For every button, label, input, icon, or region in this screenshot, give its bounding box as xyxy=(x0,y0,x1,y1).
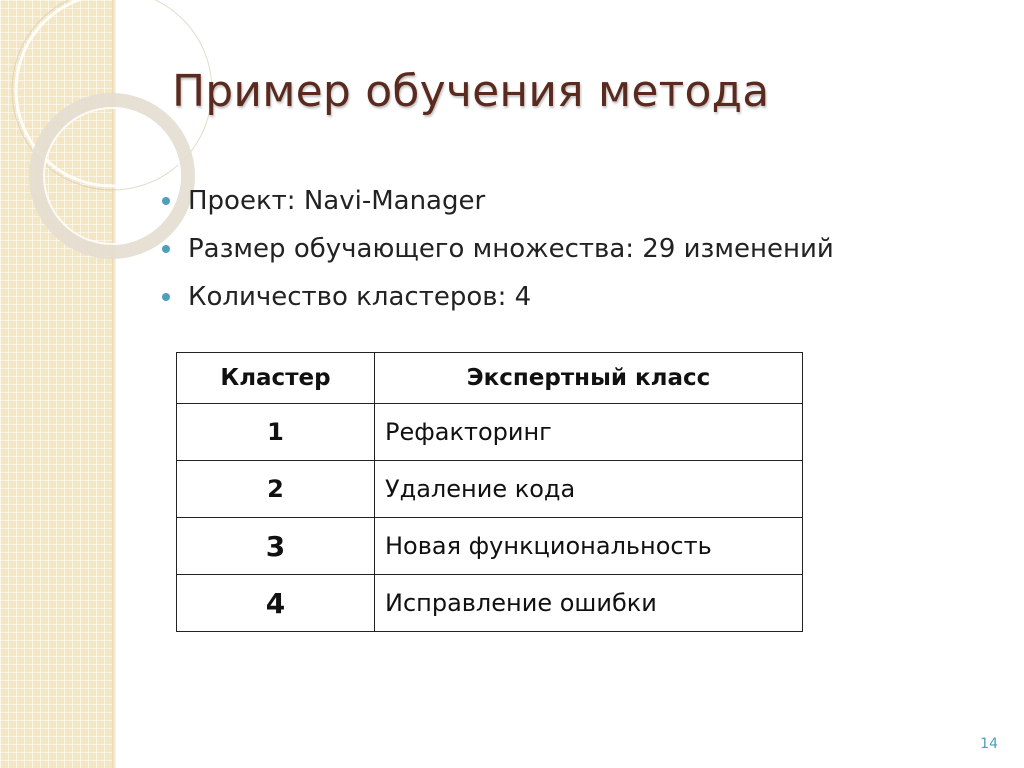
header-expert-class: Экспертный класс xyxy=(375,353,803,404)
bullet-dot-icon xyxy=(162,197,170,205)
table-row xyxy=(177,575,803,632)
expert-class: Удаление кода xyxy=(375,461,803,518)
bullet-item-training-size xyxy=(160,226,834,274)
cluster-number: 1 xyxy=(177,404,375,461)
cluster-table xyxy=(176,352,803,632)
slide-title: Пример обучения метода xyxy=(172,66,770,117)
bullet-text: Размер обучающего множества: 29 изменений xyxy=(188,234,834,264)
table-header-row xyxy=(177,353,803,404)
bullet-dot-icon xyxy=(162,293,170,301)
header-cluster: Кластер xyxy=(177,353,375,404)
bullet-text: Количество кластеров: 4 xyxy=(188,282,532,312)
bullet-dot-icon xyxy=(162,245,170,253)
table-row xyxy=(177,461,803,518)
cluster-number: 3 xyxy=(177,518,375,575)
cluster-number: 4 xyxy=(177,575,375,632)
table-row xyxy=(177,518,803,575)
bullet-item-project xyxy=(160,178,834,226)
expert-class: Рефакторинг xyxy=(375,404,803,461)
bullet-item-cluster-count xyxy=(160,274,834,322)
bullet-text: Проект: Navi-Manager xyxy=(188,186,486,216)
table-row xyxy=(177,404,803,461)
expert-class: Исправление ошибки xyxy=(375,575,803,632)
expert-class: Новая функциональность xyxy=(375,518,803,575)
page-number: 14 xyxy=(980,736,998,752)
cluster-number: 2 xyxy=(177,461,375,518)
bullet-list xyxy=(160,178,834,322)
